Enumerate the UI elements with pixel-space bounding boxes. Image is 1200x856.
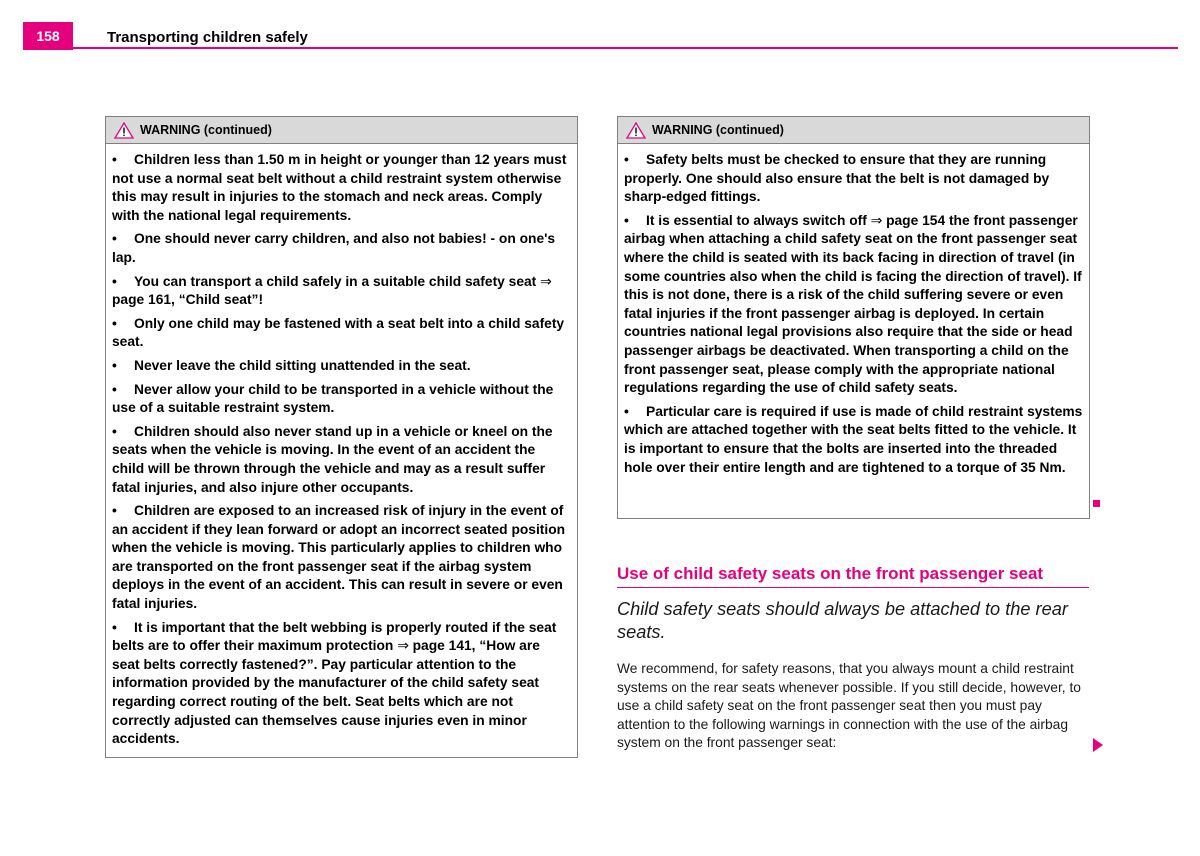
page-reference[interactable]: page 161, “Child seat”! [112,292,264,308]
warning-triangle-icon [626,122,646,139]
warning-box-right [617,116,1090,519]
page-reference[interactable]: page 154 the front passenger airbag when attaching a child safety seat on the front passenger seat where the child is seated with its back facing in direction of travel (in some countries also when the child is facing the direction of travel). If this is not done, there is a risk of the child suffering severe or even fatal injuries if the front passenger airbag is deployed. In certain countries national legal provisions also require that the side or head passenger airbags be deactivated. When transporting a child on the front passenger seat, please comply with the appropriate national regulations regarding the use of child safety seats. [624,212,1082,396]
warning-item: • Never allow your child to be transported in a vehicle without the use of a suitable restraint system. [112,381,554,416]
warning-heading: WARNING (continued) [652,123,784,137]
warning-item: • Children should also never stand up in a vehicle or kneel on the seats when the vehicle is moving. In the event of an accident the child will be thrown through the vehicle and may as a result suffer fatal injuries, and also injure other occupants. [112,423,553,495]
ref-arrow: ⇒ [870,212,883,228]
warning-item: • It is important that the belt webbing is properly routed if the seat belts are to offer their maximum protection ⇒ page 141, “How are seat belts correctly fastened?”. Pay particular attention to the information provided by the manufacturer of the child safety seat regarding correct routing of the belt. Seat belts which are not correctly adjusted can themselves cause injuries even in minor accidents. [112,619,557,747]
warning-item: • Never leave the child sitting unattended in the seat. [112,357,471,373]
section-title: Use of child safety seats on the front passenger seat [617,564,1089,588]
page-number: 158 [23,22,73,50]
page-reference[interactable]: page 141, “How are seat belts correctly fastened?”. Pay particular attention to the information provided by the manufacturer of the child safety seat regarding correct routing of the belt. Seat belts which are not correctly adjusted can themselves cause injuries even in minor accidents. [112,638,540,747]
warning-item: • Safety belts must be checked to ensure that they are running properly. One should also ensure that the belt is not damaged by sharp-edged fittings. [624,152,1050,205]
end-square-icon [1093,500,1100,507]
warning-triangle-icon [114,122,134,139]
continue-arrow-icon [1093,738,1103,752]
warning-header [106,117,577,144]
ref-arrow: ⇒ [540,273,552,289]
header-rule [23,47,1178,49]
section-intro: Child safety seats should always be attached to the rear seats. [617,599,1068,642]
warning-heading: WARNING (continued) [140,123,272,137]
warning-item: • Children are exposed to an increased risk of injury in the event of an accident if they lean forward or adopt an incorrect seated position when the vehicle is moving. This particularly applies to children who are transported on the front passenger seat if the airbag system deploys in the event of an accident. This can result in severe or even fatal injuries. [112,503,566,612]
warning-box-left [105,116,578,758]
ref-arrow: ⇒ [397,638,409,654]
warning-header [618,117,1089,144]
warning-item: • Children less than 1.50 m in height or younger than 12 years must not use a normal seat belt without a child restraint system otherwise this may result in injuries to the stomach and neck areas. Comply with the national legal requirements. [112,152,567,223]
warning-item: • Particular care is required if use is made of child restraint systems which are attached together with the seat belts fitted to the vehicle. It is important to ensure that the bolts are inserted into the threaded hole over their entire length and are tightened to a torque of 35 Nm. [624,403,1083,475]
chapter-title: Transporting children safely [107,29,308,46]
warning-item: • You can transport a child safely in a suitable child safety seat ⇒ page 161, “Child seat”! [112,273,552,308]
warning-item: • It is essential to always switch off ⇒ page 154 the front passenger airbag when attaching a child safety seat on the front passenger seat where the child is seated with its back facing in direction of travel (in some countries also when the child is facing the direction of travel). If this is not done, there is a risk of the child suffering severe or even fatal injuries if the front passenger airbag is deployed. In certain countries national legal provisions also require that the side or head passenger airbags be deactivated. When transporting a child on the front passenger seat, please comply with the appropriate national regulations regarding the use of child safety seats. [624,212,1082,396]
warning-item: • One should never carry children, and also not babies! - on one's lap. [112,231,556,265]
warning-item: • Only one child may be fastened with a seat belt into a child safety seat. [112,315,565,350]
section-body: We recommend, for safety reasons, that you always mount a child restraint systems on the rear seats whenever possible. If you still decide, however, to use a child safety seat on the front passenger seat then you must pay attention to the following warnings in connection with the use of the airbag system on the front passenger seat: [617,661,1081,751]
